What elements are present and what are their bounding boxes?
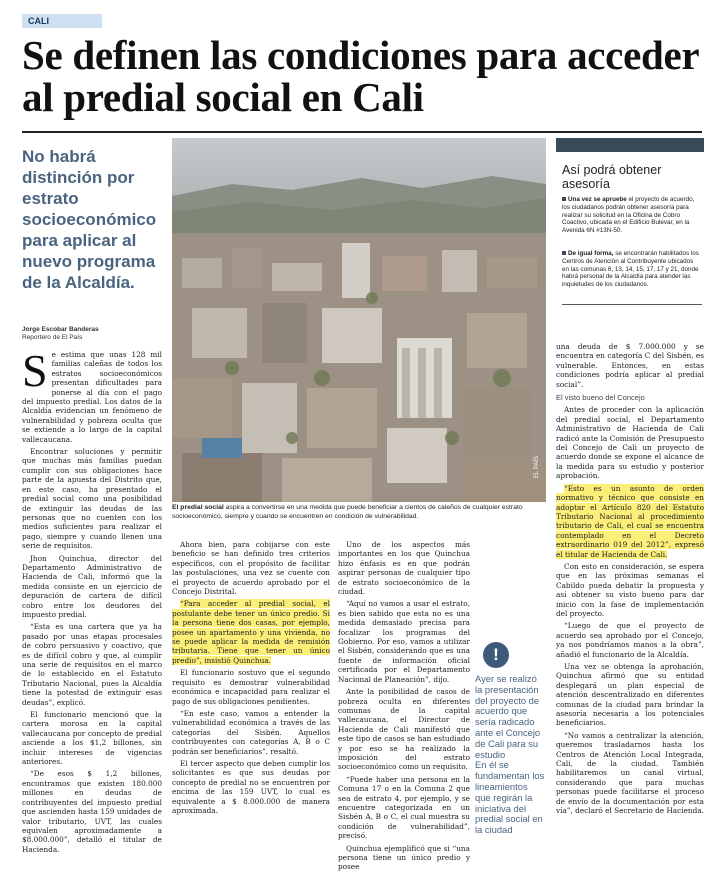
- section-tag: CALI: [22, 14, 102, 28]
- paragraph: El funcionario mencionó que la cartera morosa en la capital vallecaucana por concepto de predial asciende a los $1,2 billones, sin incluir intereses de vigencias anteriores.: [22, 710, 162, 767]
- sidebar-item: [562, 196, 702, 235]
- paragraph: “Aquí no vamos a usar el estrato, es bien sabido que esta no es una medida demasiado precisa para focalizar los programas del Gobierno. Por eso, vamos a utilizar el Sisbén, considerando que es una fuente de información oficial certificada por el Departamento Nacional de Planeación”, dijo.: [338, 599, 470, 684]
- paragraph: “Esta es una cartera que ya ha pasado por unas etapas procesales de cobro persuasivo y coactivo, que es de difícil cobro y que, al cumplir una serie de requisitos en el marco de lo establecido en el Estatuto Tributario Nacional, pues la Alcaldía tiene la potestad de extinguir esas deudas”, explicó.: [22, 622, 162, 707]
- paragraph: Quinchua ejemplificó que si “una persona tiene un único predio y posee: [338, 843, 470, 872]
- paragraph: El funcionario sostuvo que el segundo requisito es demostrar vulnerabilidad económica e incapacidad para realizar el pago de sus obligaciones pendientes.: [172, 668, 330, 706]
- paragraph: [556, 484, 704, 559]
- paragraph: Una vez se obtenga la aprobación, Quinchua afirmó que su entidad desplegará un plan especial de atención descentralizado en diferentes comunas de la ciudad para brindar la asesoría necesaria a los potenciales beneficiarios.: [556, 662, 704, 728]
- sidebar-item-lead: Una vez se apruebe: [568, 196, 627, 203]
- paragraph: “No vamos a centralizar la atención, queremos trasladarnos hasta los Centros de Atención Local Integrada, Cali, de la ciudad. También habilitaremos un canal virtual, considerando que para muchas personas puede facilitarse el proceso de envío de la documentación por esta vía”, declaró el Secretario de Hacienda.: [556, 730, 704, 816]
- exclamation-icon: !: [483, 642, 509, 668]
- paragraph: El tercer aspecto que deben cumplir los solicitantes es que sus deudas por concepto de predial no se encuentren por encima de las 159 UVT, lo cual es equivalente a $ 8.000.000 de manera aproximada.: [172, 758, 330, 815]
- article-column-4: [556, 342, 704, 819]
- sidebar-title: Así podrá obtener asesoría: [562, 163, 662, 191]
- deck: No habrá distinción por estrato socioeconómico para aplicar al nuevo programa de la Alcaldía.: [22, 147, 157, 292]
- sidebar-item-text: se encontrarán habilitados los Centros de Atención al Contribuyente ubicados en las comunas 6, 13, 14, 15, 17, 17 y 21, donde habrá personal de la Alcaldía para atender las inquietudes de los ciudadanos.: [562, 250, 699, 289]
- paragraph: “Puede haber una persona en la Comuna 17 o en la Comuna 2 que sea de estrato 4, por ejemplo, y se encuentre categorizada en un Sisbén A, B o C, el cual muestra su condición de vulnerabilidad”, precisó.: [338, 774, 470, 841]
- paragraph: Con esto en consideración, se espera que en las próximas semanas el Cabildo pueda debatir la propuesta y así obtener su visto bueno para dar inicio con la fase de implementación del proyecto.: [556, 561, 704, 618]
- subhead: El visto bueno del Concejo: [556, 393, 645, 403]
- sidebar-item-text: el proyecto de acuerdo, los ciudadanos podrán obtener asesoría para realizar su solicitud en la Oficina de Cobro Coactivo, ubicada en el Edificio Bulevar, en la Avenida 6N #13N-50.: [562, 196, 695, 235]
- city-photo-illustration: [172, 138, 546, 502]
- byline-role: Reportero de El País: [22, 334, 83, 341]
- paragraph: “De esos $ 1,2 billones, encontramos que existen 180.000 millones en deudas de contribuyentes del impuesto predial que ascienden hasta 159 unidades de valor tributario, UVT, las cuales equivalen aproximadamente a $8.000.000”, detalló el titular de Hacienda.: [22, 769, 162, 854]
- bullet-square-icon: [562, 251, 566, 255]
- headline-rule: [22, 131, 702, 133]
- paragraph: Encontrar soluciones y permitir que muchas más familias puedan cumplir con sus obligaciones hace parte de la apuesta del Distrito que, en este caso, ha presentado el predial social como una posibilidad de extinguir las deudas de las personas que no cuenten con los medios suficientes para realizar el pago, siempre y cuando llenen una serie de requisitos.: [22, 447, 162, 551]
- paragraph: “Luego de que el proyecto de acuerdo sea aprobado por el Concejo, ya nos pondríamos manos a la obra”, añadió el funcionario de la Alcaldía.: [556, 621, 704, 659]
- byline-name: Jorge Escobar Banderas: [22, 326, 99, 333]
- city-photo: [172, 138, 546, 502]
- byline: [22, 326, 162, 342]
- headline: Se definen las condiciones para acceder al predial social en Cali: [22, 32, 699, 120]
- caption-lead: El predial social: [172, 504, 224, 511]
- article-column-1: [22, 345, 162, 857]
- article-column-2: [172, 540, 330, 818]
- paragraph: Antes de proceder con la aplicación del predial social, el Departamento Administrativo de Hacienda de Cali radicó ante la Comisión de Presupuesto del Concejo de Cali un proyecto de acuerdo donde se expone el alcance de la medida para su estudio y posterior aprobación.: [556, 405, 704, 481]
- caption-text: aspira a convertirse en una medida que puede beneficiar a cientos de caleños de cualquier estrato socioeconómico, siempre y cuando se encuentren en condición de vulnerabilidad.: [172, 504, 523, 520]
- photo-credit: EL PAÍS: [534, 455, 540, 478]
- drop-cap: S: [22, 345, 48, 396]
- sidebar-rule: [562, 304, 702, 305]
- article-column-3: [338, 540, 470, 875]
- paragraph: una deuda de $ 7.000.000 y se encuentra en categoría C del Sisbén, es vulnerable. Entonces, en estas condiciones podría aplicar al predial social”.: [556, 342, 704, 389]
- paragraph: Se estima que unas 128 mil familias caleñas de todos los estratos socioeconómicos presentan dificultades para ponerse al día con el pago del impuesto predial. Los datos de la Alcaldía evidencian un fenómeno de vulnerabilidad y pobreza oculta que se extiende a lo largo de la capital vallecaucana.: [22, 345, 162, 444]
- sidebar-item-lead: De igual forma,: [568, 250, 614, 257]
- paragraph: Ante la posibilidad de casos de pobreza oculta en diferentes comunas de la capital vallecaucana, el Director de Hacienda de Cali manifestó que este tipo de casos se han estudiado y por eso se ha realizado la imposición del estrato socioeconómico como un requisito.: [338, 687, 470, 772]
- paragraph: Uno de los aspectos más importantes en los que Quinchua hizo énfasis es en que podrán aspirar personas de cualquier tipo de estrato socioeconómico de la ciudad.: [338, 540, 470, 597]
- bullet-square-icon: [562, 197, 566, 201]
- highlighted-quote: “Para acceder al predial social, el postulante debe tener un único predio. Si la persona tiene dos casas, por ejemplo, posee un apartamento y una vivienda, no se puede aplicar la medida de remisión tributaria. Tiene que tener un único predio”, insistió Quinchua.: [172, 599, 330, 665]
- pull-quote-text-2: En él se fundamentan los lineamientos que regirán la iniciativa del predial social en la ciudad: [475, 759, 545, 836]
- paragraph: Ahora bien, para cobijarse con este beneficio se han definido tres criterios específicos, con el propósito de facilitar las postulaciones, una vez se cuente con el proyecto de acuerdo aprobado por el Concejo Distrital.: [172, 540, 330, 597]
- highlighted-quote: “Esto es un asunto de orden normativo y técnico que consiste en adoptar el Artículo 820 del Estatuto Tributario Nacional al procedimiento tributario de Cali, el cual se encuentra contemplado en el Decreto extraordinario 019 del 2012”, expresó el titular de Hacienda de Cali.: [556, 483, 704, 559]
- paragraph: Jhon Quinchua, director del Departamento Administrativo de Hacienda de Cali, informó que la medida consiste en un ejercicio de depuración de cartera de difícil cobro entre los deudores del impuesto predial.: [22, 553, 162, 619]
- paragraph: [172, 599, 330, 665]
- photo-caption: [172, 504, 546, 521]
- pull-quote: [475, 674, 545, 836]
- sidebar-item: [562, 250, 702, 289]
- pull-quote-text: Ayer se realizó la presentación del proyecto de acuerdo que sería radicado ante el Concejo de Cali para su estudio: [475, 673, 541, 760]
- paragraph: “En este caso, vamos a entender la vulnerabilidad económica a través de las categorías del Sisbén. Aquellos contribuyentes con categorías A, B o C podrán ser beneficiarios”, resaltó.: [172, 708, 330, 756]
